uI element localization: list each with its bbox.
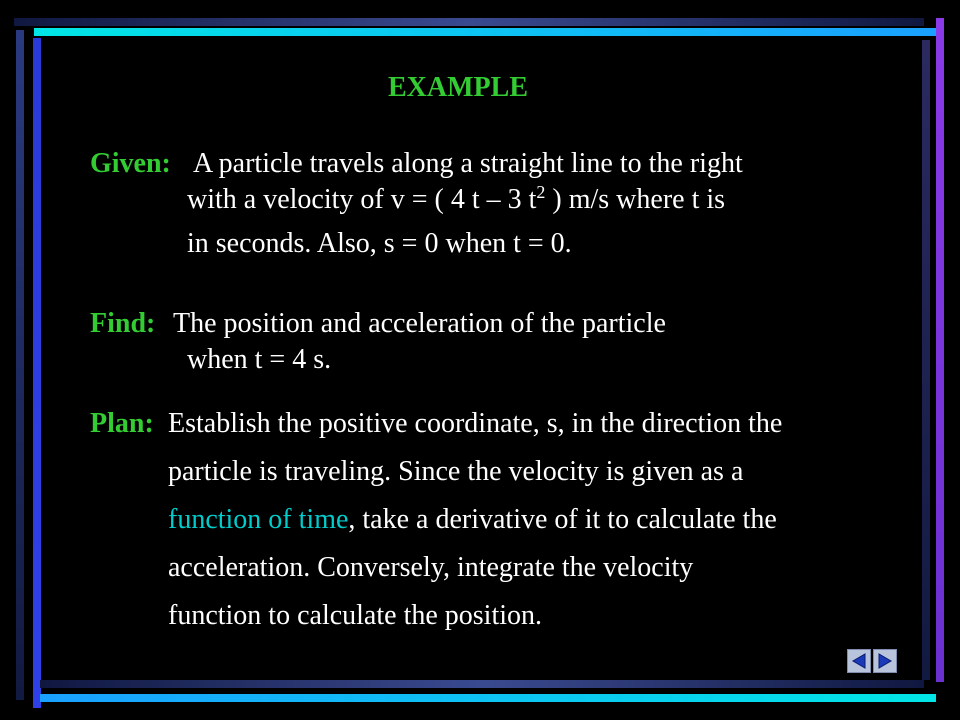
given-section [90,148,890,268]
triangle-left-icon [850,652,868,670]
given-line-2-superscript: 2 [536,182,546,202]
frame-bottom-bar-cyan [40,694,936,702]
slide-title: EXAMPLE [388,72,528,103]
plan-line-1: Establish the positive coordinate, s, in the direction the [168,408,783,439]
plan-line-5: function to calculate the position. [168,600,543,631]
given-line-1: A particle travels along a straight line to the right [193,148,743,179]
slide-navigation [847,649,897,673]
plan-label: Plan: [90,408,154,439]
frame-right-bar-violet [936,18,944,682]
plan-line-3 [168,504,777,536]
plan-line-3-rest: , take a derivative of it to calculate the [348,504,777,535]
frame-top-bar-cyan [34,28,940,36]
frame-left-bar-dark [16,30,24,700]
frame-right-bar-dark [922,40,930,680]
plan-section [90,408,910,648]
plan-line-4: acceleration. Conversely, integrate the velocity [168,552,694,583]
next-slide-button[interactable] [873,649,897,673]
previous-slide-button[interactable] [847,649,871,673]
given-line-3: in seconds. Also, s = 0 when t = 0. [187,228,572,259]
triangle-right-icon [876,652,894,670]
plan-highlight-function-of-time: function of time [168,504,349,535]
given-line-2 [187,184,725,216]
find-label: Find: [90,308,156,339]
find-line-2: when t = 4 s. [187,344,332,375]
given-line-2-post: ) m/s where t is [545,184,726,215]
given-label: Given: [90,148,171,179]
find-line-1: The position and acceleration of the particle [173,308,666,339]
plan-line-2: particle is traveling. Since the velocity is given as a [168,456,744,487]
frame-bottom-bar-dark [40,680,924,688]
frame-left-bar-blue [33,38,41,708]
find-section [90,308,890,388]
given-line-2-pre: with a velocity of v = ( 4 t – 3 t [187,184,537,215]
frame-top-bar-dark [14,18,924,26]
